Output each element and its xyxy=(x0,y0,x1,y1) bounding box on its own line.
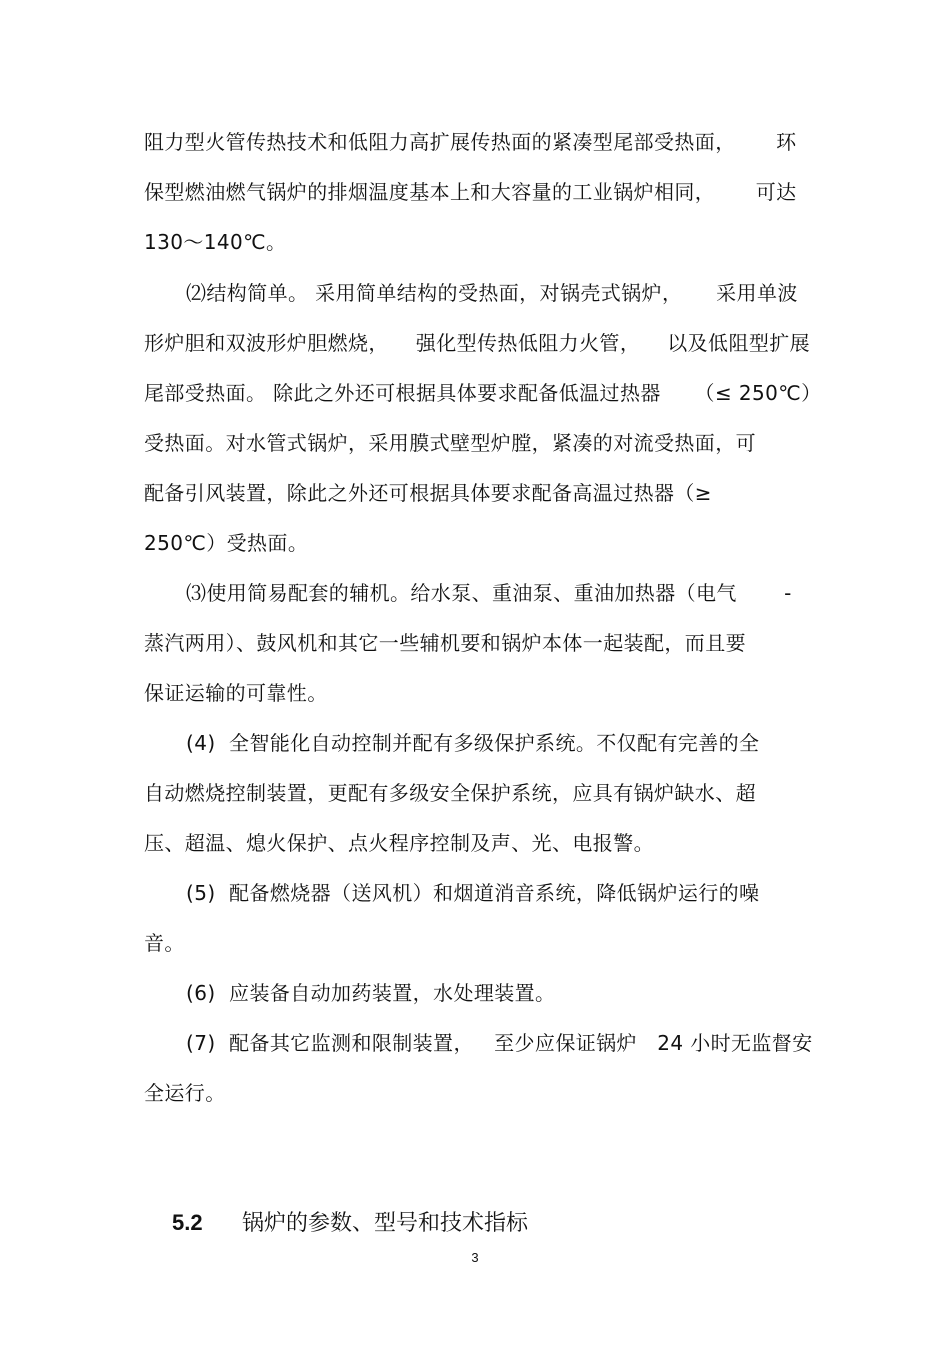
text-line: 受热面。对水管式锅炉，采用膜式壁型炉膛，紧凑的对流受热面，可 xyxy=(144,431,756,455)
text-line: 压、超温、熄火保护、点火程序控制及声、光、电报警。 xyxy=(144,831,654,855)
text-line: ⑵结构简单。 采用简单结构的受热面，对锅壳式锅炉， 采用单波 xyxy=(186,281,798,305)
text-line: 自动燃烧控制装置，更配有多级安全保护系统，应具有锅炉缺水、超 xyxy=(144,781,756,805)
page-number: 3 xyxy=(471,1250,479,1265)
text-line: 保型燃油燃气锅炉的排烟温度基本上和大容量的工业锅炉相同， 可达 xyxy=(144,180,797,204)
text-line: 保证运输的可靠性。 xyxy=(144,681,328,705)
text-line: 配备引风装置，除此之外还可根据具体要求配备高温过热器（≥ xyxy=(144,481,712,505)
text-line: 阻力型火管传热技术和低阻力高扩展传热面的紧凑型尾部受热面， 环 xyxy=(144,130,797,154)
text-line: 蒸汽两用）、鼓风机和其它一些辅机要和锅炉本体一起装配，而且要 xyxy=(144,631,746,655)
text-line: 全运行。 xyxy=(144,1081,226,1105)
text-line: 音。 xyxy=(144,931,185,955)
text-line: (4) 全智能化自动控制并配有多级保护系统。不仅配有完善的全 xyxy=(186,731,760,755)
text-line: 形炉胆和双波形炉胆燃烧， 强化型传热低阻力火管， 以及低阻型扩展 xyxy=(144,331,811,355)
text-line: 130～140℃。 xyxy=(144,230,287,254)
text-line: ⑶使用简易配套的辅机。给水泵、重油泵、重油加热器（电气 - xyxy=(186,581,792,605)
text-line: 尾部受热面。 除此之外还可根据具体要求配备低温过热器 （≤ 250℃） xyxy=(144,381,822,405)
text-line: 250℃）受热面。 xyxy=(144,531,309,555)
text-line: (7) 配备其它监测和限制装置， 至少应保证锅炉 24 小时无监督安 xyxy=(186,1031,813,1055)
text-line: (6) 应装备自动加药装置，水处理装置。 xyxy=(186,981,556,1005)
text-line: (5) 配备燃烧器（送风机）和烟道消音系统，降低锅炉运行的噪 xyxy=(186,881,760,905)
section-number: 5.2 xyxy=(171,1210,203,1235)
section-title: 锅炉的参数、型号和技术指标 xyxy=(241,1211,528,1236)
